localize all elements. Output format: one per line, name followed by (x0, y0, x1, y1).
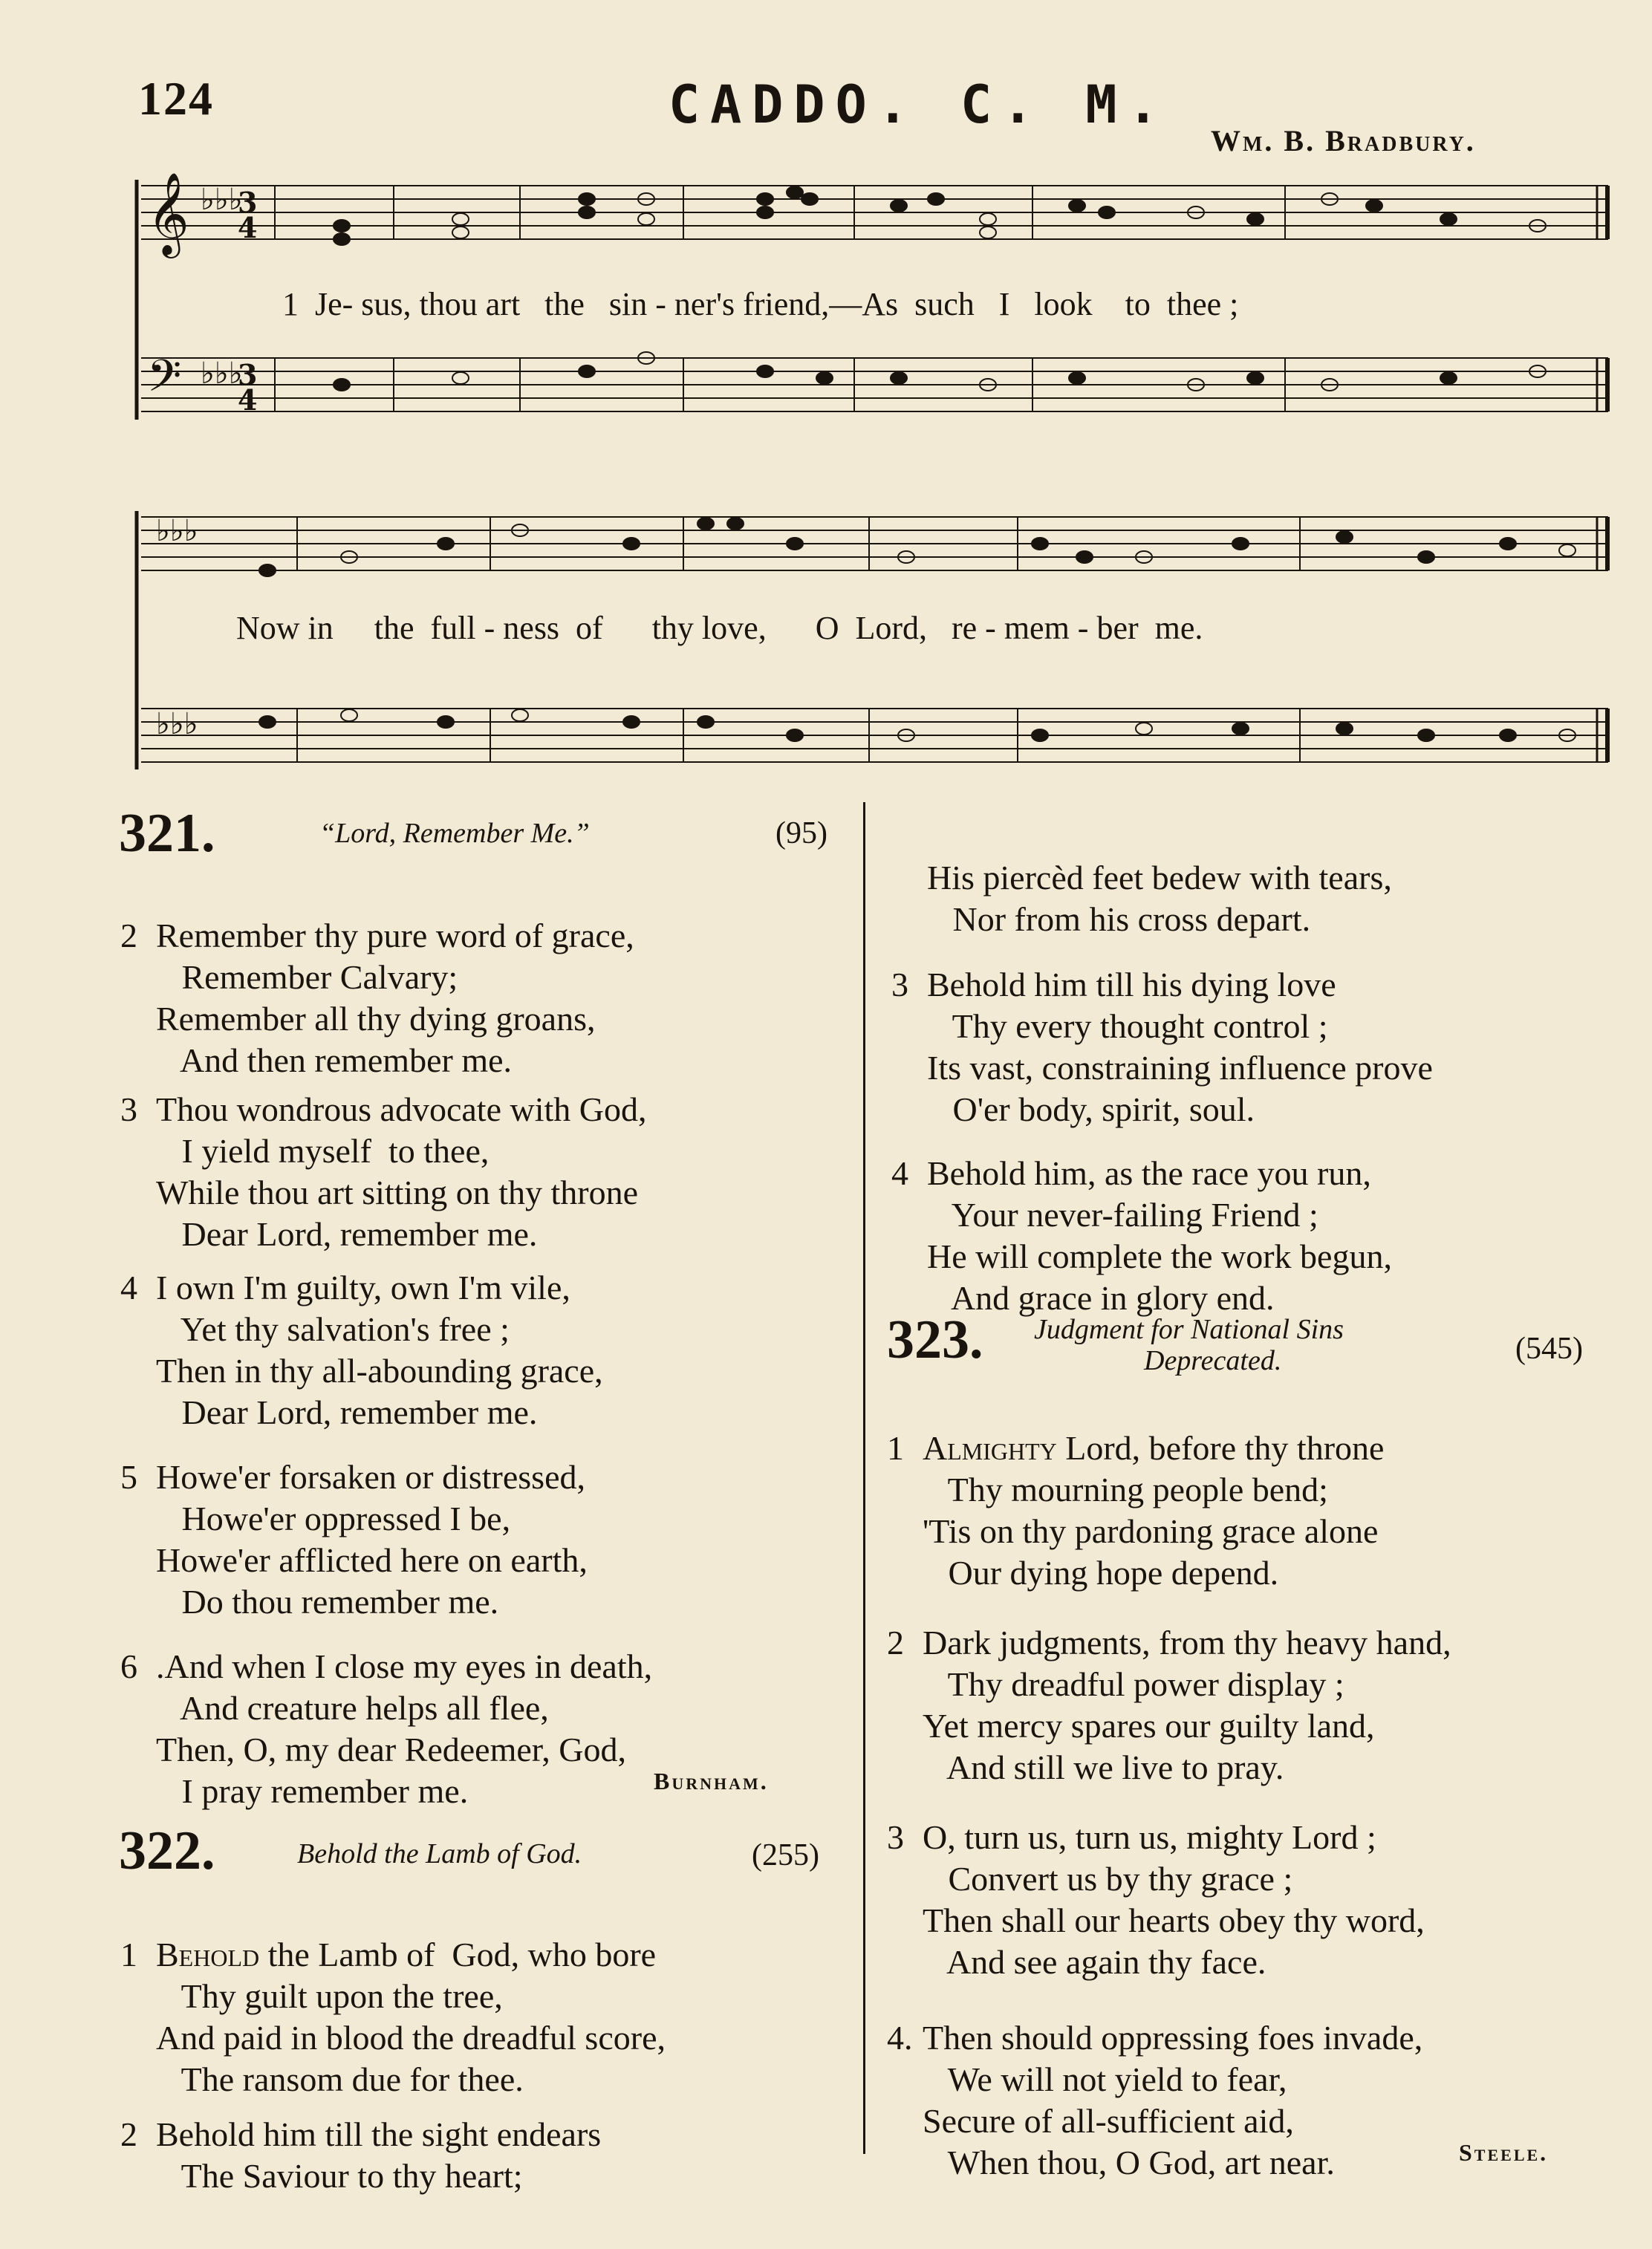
verse-number: 2 (120, 2115, 137, 2153)
hymn-322-verse-2-part-1 (120, 2072, 601, 2197)
verse-line: Lord, before thy throne (1056, 1429, 1385, 1467)
verse-line: And grace in glory end. (927, 1279, 1275, 1317)
verse-line: And see again thy face. (923, 1943, 1266, 1981)
hymn-322-ref: (255) (752, 1838, 819, 1872)
verse-line: Secure of all-sufficient aid, (923, 2102, 1294, 2140)
verse-line: Then should oppressing foes invade, (923, 2019, 1423, 2057)
hymn-323-title-line-2: Deprecated. (1144, 1345, 1282, 1376)
verse-line: Behold him till his dying love (927, 966, 1336, 1003)
verse-number: 2 (887, 1624, 904, 1661)
hymn-323-title-line-1: Judgment for National Sins (1034, 1314, 1344, 1345)
verse-line: Remember Calvary; (156, 958, 458, 996)
verse-number: 3 (120, 1090, 137, 1128)
verse-first-word: Almighty (923, 1429, 1057, 1467)
verse-line: Yet thy salvation's free ; (156, 1310, 510, 1348)
svg-text:𝄢: 𝄢 (147, 350, 182, 412)
hymn-323-number: 323. (887, 1309, 983, 1370)
hymn-323-verse-1 (887, 1386, 1384, 1594)
music-score (126, 163, 1627, 787)
verse-line: Its vast, constraining influence prove (927, 1049, 1433, 1087)
verse-line: When thou, O God, art near. (923, 2144, 1335, 2181)
hymn-322-verse-4 (891, 1111, 1392, 1319)
verse-line: Thy mourning people bend; (923, 1471, 1328, 1508)
svg-text:3: 3 (238, 186, 258, 219)
verse-line: Your never-failing Friend ; (927, 1196, 1318, 1234)
verse-number: 4 (120, 1269, 137, 1306)
svg-text:♭♭♭: ♭♭♭ (201, 183, 243, 217)
svg-text:3: 3 (238, 358, 258, 391)
verse-line: Then, O, my dear Redeemer, God, (156, 1731, 626, 1768)
verse-line: Our dying hope depend. (923, 1554, 1279, 1592)
verse-line: the Lamb of God, who bore (259, 1936, 657, 1973)
svg-text:𝄞: 𝄞 (147, 172, 189, 255)
verse-line: Yet mercy spares our guilty land, (923, 1707, 1375, 1745)
verse-number: 5 (120, 1458, 137, 1496)
verse-number: 1 (887, 1429, 904, 1467)
verse-line: Behold him, as the race you run, (927, 1154, 1371, 1192)
verse-line: I pray remember me. (156, 1772, 469, 1810)
page-number: 124 (138, 72, 214, 125)
verse-line: I own I'm guilty, own I'm vile, (156, 1269, 570, 1306)
tune-title: CADDO. C. M. (669, 74, 1169, 135)
hymn-322-verse-3 (891, 922, 1433, 1130)
verse-line: Dark judgments, from thy heavy hand, (923, 1624, 1451, 1661)
hymn-323-verse-2 (887, 1581, 1451, 1789)
verse-number: 4 (891, 1154, 908, 1192)
hymn-321-verse-4 (120, 1226, 603, 1433)
hymn-321-verse-3 (120, 1047, 647, 1255)
verse-line: Remember all thy dying groans, (156, 1000, 596, 1038)
verse-line: The Saviour to thy heart; (156, 2157, 523, 2195)
composer-credit: Wm. B. Bradbury. (1211, 124, 1476, 157)
verse-line: Then shall our hearts obey thy word, (923, 1901, 1425, 1939)
lyric-line-2: Now in the full - ness of thy love, O Lord, re - mem - ber me. (236, 610, 1203, 646)
hymn-323-ref: (545) (1515, 1332, 1583, 1366)
verse-line: Nor from his cross depart. (927, 900, 1311, 938)
verse-line: While thou art sitting on thy throne (156, 1174, 639, 1211)
clefs-and-keys-1 (147, 172, 257, 417)
verse-line: Howe'er forsaken or distressed, (156, 1458, 585, 1496)
hymn-322-title: Behold the Lamb of God. (297, 1838, 582, 1869)
verse-line: And paid in blood the dreadful score, (156, 2019, 666, 2057)
verse-line: Thy dreadful power display ; (923, 1665, 1344, 1703)
verse-line: And still we live to pray. (923, 1748, 1284, 1786)
svg-text:♭♭♭: ♭♭♭ (201, 357, 243, 391)
verse-first-word: Behold (156, 1936, 260, 1973)
svg-text:♭♭♭: ♭♭♭ (156, 514, 198, 548)
verse-line: Dear Lord, remember me. (156, 1215, 538, 1253)
verse-line: His piercèd feet bedew with tears, (927, 859, 1392, 896)
hymn-321-ref: (95) (775, 816, 827, 850)
hymn-322-verse-1 (120, 1892, 666, 2100)
hymn-323-author: Steele. (1459, 2139, 1549, 2166)
lyric-line-1: 1 Je- sus, thou art the sin - ner's friend,—As such I look to thee ; (282, 286, 1239, 322)
hymn-322-verse-2-part-2 (891, 816, 1392, 940)
verse-number: 2 (120, 917, 137, 954)
verse-line: .And when I close my eyes in death, (156, 1647, 653, 1685)
verse-line: We will not yield to fear, (923, 2060, 1287, 2098)
svg-text:4: 4 (238, 211, 258, 244)
verse-number: 3 (887, 1818, 904, 1856)
verse-line: And creature helps all flee, (156, 1689, 549, 1727)
keys-2 (156, 514, 198, 741)
verse-line: Behold him till the sight endears (156, 2115, 602, 2153)
verse-line: Thy every thought control ; (927, 1007, 1328, 1045)
verse-line: Convert us by thy grace ; (923, 1860, 1293, 1898)
bass-staff-2 (141, 709, 1608, 762)
verse-line: I yield myself to thee, (156, 1132, 490, 1170)
verse-line: Do thou remember me. (156, 1583, 499, 1621)
verse-line: Dear Lord, remember me. (156, 1393, 538, 1431)
verse-line: Then in thy all-abounding grace, (156, 1352, 603, 1390)
verse-number: 3 (891, 966, 908, 1003)
verse-line: And then remember me. (156, 1041, 513, 1079)
verse-line: Remember thy pure word of grace, (156, 917, 634, 954)
verse-number: 1 (120, 1936, 137, 1973)
treble-staff-2 (141, 517, 1608, 570)
verse-line: Thou wondrous advocate with God, (156, 1090, 647, 1128)
verse-number: 4. (887, 2019, 913, 2057)
verse-line: O, turn us, turn us, mighty Lord ; (923, 1818, 1376, 1856)
treble-staff-1 (141, 186, 1608, 239)
verse-line: Thy guilt upon the tree, (156, 1977, 503, 2015)
column-divider (863, 802, 865, 2154)
svg-text:♭♭♭: ♭♭♭ (156, 707, 198, 741)
verse-line: He will complete the work begun, (927, 1237, 1392, 1275)
hymn-321-number: 321. (119, 803, 215, 864)
hymn-321-author: Burnham. (654, 1768, 769, 1794)
hymn-321-verse-6 (120, 1604, 652, 1812)
verse-line: Howe'er afflicted here on earth, (156, 1541, 588, 1579)
verse-number: 6 (120, 1647, 137, 1685)
bass-staff-1 (141, 358, 1608, 411)
verse-line: 'Tis on thy pardoning grace alone (923, 1512, 1379, 1550)
svg-text:4: 4 (238, 383, 258, 417)
hymn-321-title: “Lord, Remember Me.” (319, 818, 590, 849)
hymn-322-number: 322. (119, 1820, 215, 1881)
verse-line: The ransom due for thee. (156, 2060, 524, 2098)
verse-line: O'er body, spirit, soul. (927, 1090, 1255, 1128)
hymn-321-verse-5 (120, 1415, 588, 1623)
hymn-323-verse-3 (887, 1775, 1425, 1983)
hymn-323-verse-4 (887, 1976, 1422, 2184)
verse-line: Howe'er oppressed I be, (156, 1500, 511, 1537)
